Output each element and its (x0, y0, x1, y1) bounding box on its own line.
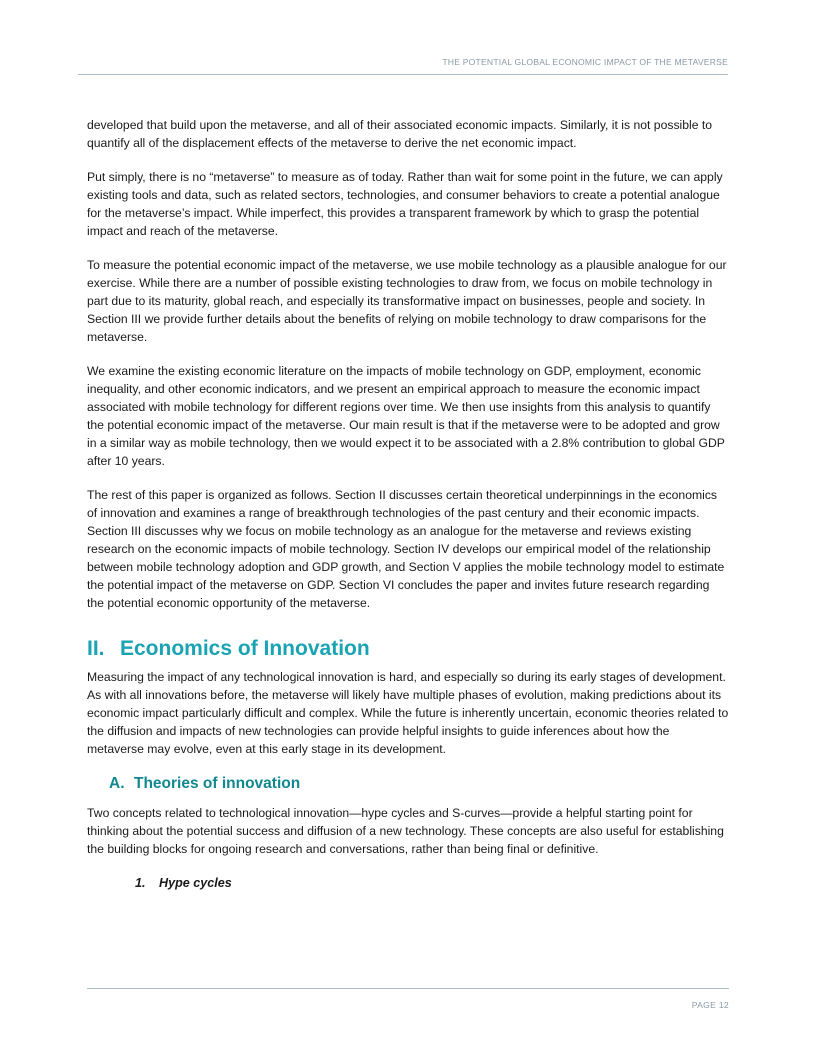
subsubsection-title: Hype cycles (159, 876, 232, 890)
subsection-heading (109, 774, 729, 794)
section-title: Economics of Innovation (120, 637, 370, 660)
running-header: THE POTENTIAL GLOBAL ECONOMIC IMPACT OF THE METAVERSE (442, 57, 728, 67)
footer-divider (87, 988, 729, 989)
body-paragraph: Put simply, there is no “metaverse” to measure as of today. Rather than wait for some point in the future, we can apply existing tools and data, such as related sectors, technologies, and consumer behaviors to create a potential analogue for the metaverse’s impact. While imperfect, this provides a transparent framework by which to grasp the potential impact and reach of the metaverse. (87, 170, 723, 238)
section-paragraph: Measuring the impact of any technological innovation is hard, and especially so during its early stages of development. As with all innovations before, the metaverse will likely have multiple phases of evolution, making predictions about its economic impact particularly difficult and complex. While the future is inherently uncertain, economic theories related to the diffusion and impacts of new technologies can provide helpful insights to guide inferences about how the metaverse may evolve, even at this early stage in its development. (87, 670, 729, 756)
section-number: II. (87, 637, 105, 660)
subsection-title: Theories of innovation (134, 775, 301, 792)
body-paragraph: The rest of this paper is organized as follows. Section II discusses certain theoretical underpinnings in the economics of innovation and examines a range of breakthrough technologies of the past century and their economic impacts. Section III discusses why we focus on mobile technology as an analogue for the metaverse and reviews existing research on the economic impacts of mobile technology. Section IV develops our empirical model of the relationship between mobile technology adoption and GDP growth, and Section V applies the mobile technology model to estimate the potential impact of the metaverse on GDP. Section VI concludes the paper and invites future research regarding the potential economic opportunity of the metaverse. (87, 488, 725, 610)
subsubsection-number: 1. (135, 876, 146, 890)
subsection-number: A. (109, 775, 125, 792)
subsection-paragraph: Two concepts related to technological innovation—hype cycles and S-curves—provide a helpful starting point for thinking about the potential success and diffusion of a new technology. These concepts are also useful for establishing the building blocks for ongoing research and conversations, rather than being final or definitive. (87, 806, 724, 856)
section-heading (87, 636, 729, 662)
body-paragraph: developed that build upon the metaverse, and all of their associated economic impacts. Similarly, it is not possible to quantify all of the displacement effects of the metaverse to derive the net economic impact. (87, 118, 713, 150)
subsubsection-heading (135, 874, 729, 892)
page-number: PAGE 12 (691, 1000, 729, 1010)
body-paragraph: To measure the potential economic impact of the metaverse, we use mobile technology as a plausible analogue for our exercise. While there are a number of possible existing technologies to draw from, we focus on mobile technology in part due to its maturity, global reach, and especially its transformative impact on businesses, people and society. In Section III we provide further details about the benefits of relying on mobile technology to draw comparisons for the metaverse. (87, 258, 727, 344)
header-divider (78, 74, 728, 75)
page-body (87, 116, 729, 892)
body-paragraph: We examine the existing economic literature on the impacts of mobile technology on GDP, employment, economic inequality, and other economic indicators, and we present an empirical approach to measure the economic impact associated with mobile technology for different regions over time. We then use insights from this analysis to quantify the potential economic impact of the metaverse. Our main result is that if the metaverse were to be adopted and grow in a similar way as mobile technology, then we would expect it to be associated with a 2.8% contribution to global GDP after 10 years. (87, 364, 725, 468)
